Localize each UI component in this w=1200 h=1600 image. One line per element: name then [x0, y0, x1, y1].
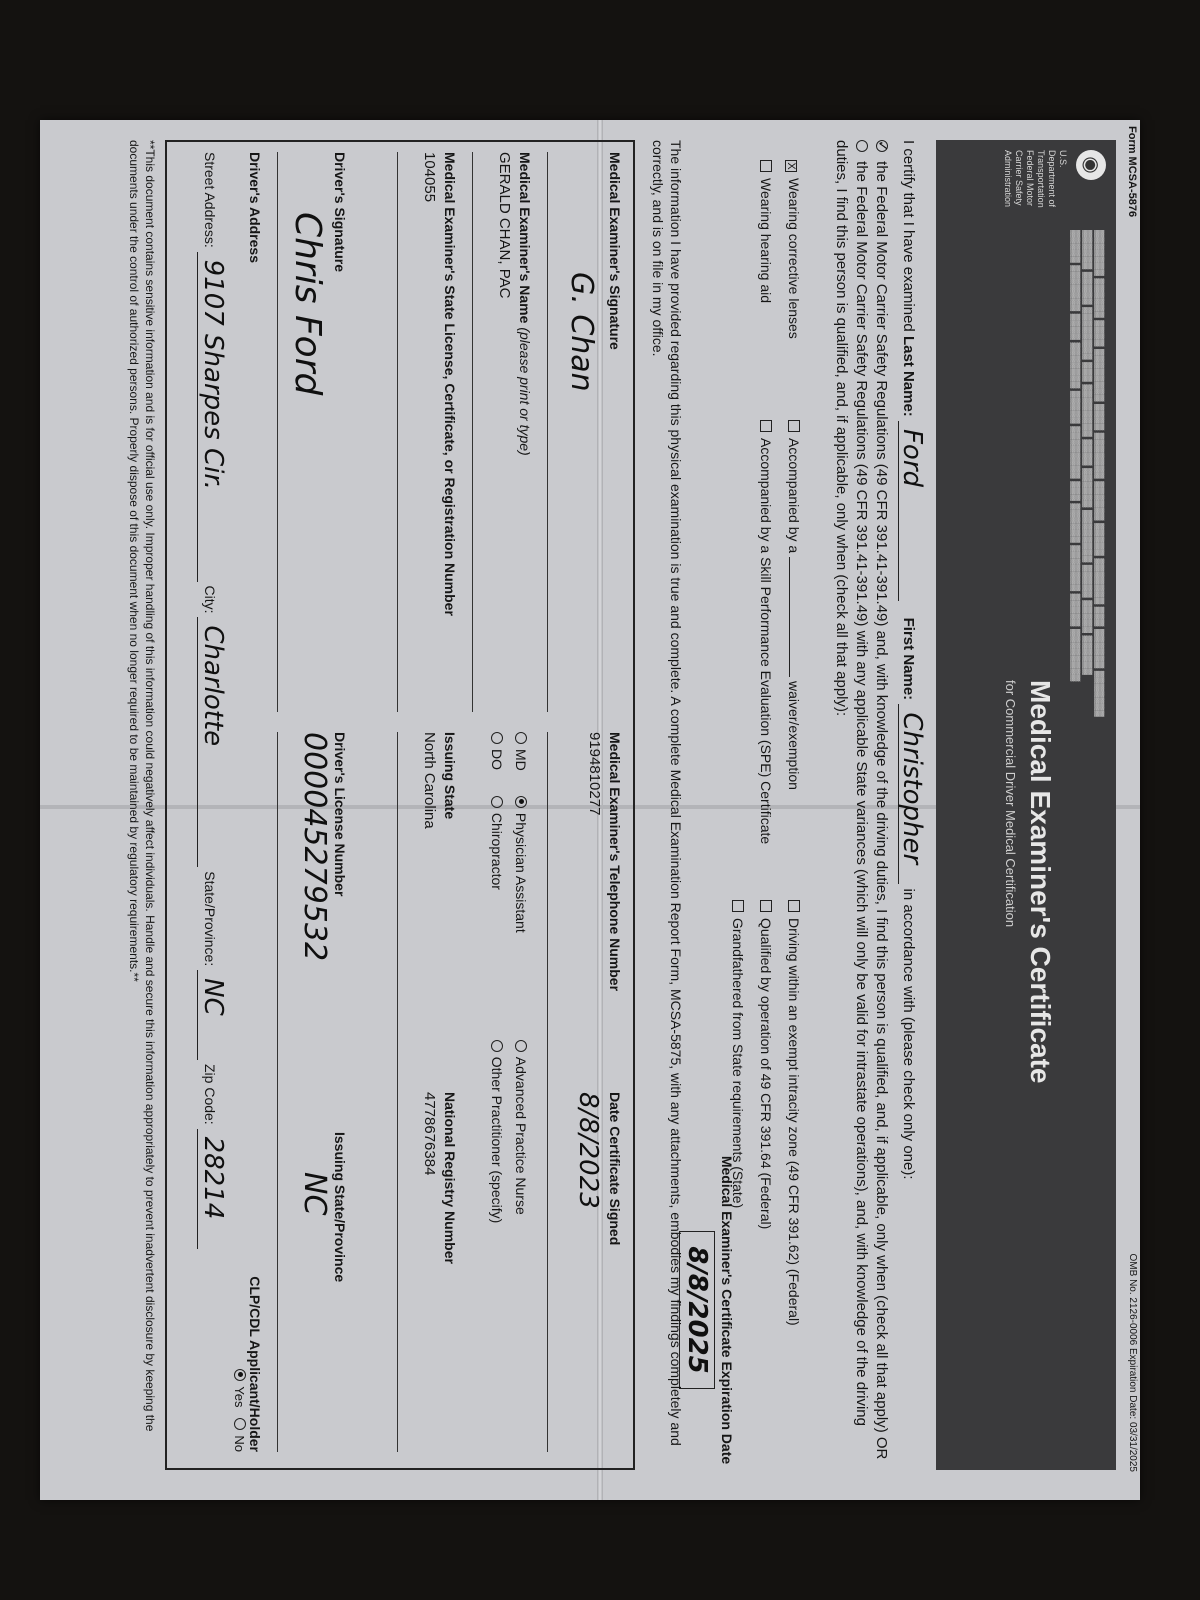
waiver-box[interactable] — [788, 420, 800, 432]
type-apn-radio[interactable] — [515, 1040, 527, 1052]
qualified-operation-check[interactable] — [758, 900, 774, 1229]
driver-issuing-state-field[interactable] — [297, 1132, 348, 1452]
certificate-title: Medical Examiner's Certificate — [1025, 680, 1056, 1084]
examiner-signature: G. Chan — [564, 272, 599, 392]
registry-number: 4778676384 — [421, 1092, 438, 1176]
examiner-license-line — [397, 152, 398, 712]
driver-signature-line — [277, 152, 278, 712]
examiner-telephone-field[interactable] — [586, 732, 623, 1072]
type-pa-radio[interactable] — [515, 796, 527, 808]
date-signed: 8/8/2023 — [573, 1092, 603, 1209]
wearing-lenses-label: Wearing corrective lenses — [786, 178, 802, 339]
examiner-driver-panel — [165, 140, 635, 1470]
attestation-text: The information I have provided regarding this physical examination is true and complete. A complete Medical Examination Report Form, MCSA-5875, with any attachments, embodies my findings completely and correctly, and is on file in my office. — [650, 140, 684, 1446]
examiner-telephone-label: Medical Examiner's Telephone Number — [607, 732, 623, 992]
driver-signature: Chris Ford — [287, 212, 328, 396]
cdl-yes-label: Yes — [232, 1386, 247, 1408]
examiner-type-group — [485, 732, 533, 1452]
examiner-signature-line — [547, 152, 548, 712]
waiver-blank[interactable] — [789, 557, 790, 677]
spe-box[interactable] — [760, 420, 772, 432]
cdl-no[interactable] — [232, 1418, 247, 1452]
zip-label: Zip Code: — [202, 1064, 218, 1125]
qualified-operation-box[interactable] — [760, 900, 772, 912]
option-state[interactable] — [831, 140, 871, 1470]
type-md[interactable] — [509, 732, 533, 792]
type-other-label: Other Practitioner (specify) — [489, 1056, 505, 1224]
last-name-field[interactable]: Ford — [898, 421, 925, 601]
registry-number-field[interactable] — [421, 1092, 458, 1452]
spe-check[interactable] — [758, 420, 774, 844]
examiner-state-field[interactable] — [421, 732, 458, 1072]
certification-block — [831, 140, 925, 1470]
examiner-name: GERALD CHAN, PAC — [496, 152, 513, 299]
dot-logo-icon: ◉ — [1076, 150, 1106, 180]
city-label: City: — [202, 585, 218, 614]
driver-signature-label: Driver's Signature — [332, 152, 348, 273]
type-chiro-label: Chiropractor — [489, 812, 505, 890]
driver-issuing-state: NC — [297, 1172, 332, 1216]
option-federal[interactable] — [871, 140, 891, 1470]
cert-intro: I certify that I have examined — [900, 140, 917, 332]
qualified-operation-label: Qualified by operation of 49 CFR 391.64 (Federal) — [758, 918, 774, 1230]
type-apn[interactable] — [513, 1040, 529, 1215]
agency-name: U.S. Department of Transportation Federal Motor Carrier Safety Administration — [1003, 150, 1068, 208]
option-federal-text: the Federal Motor Carrier Safety Regulations (49 CFR 391.41-391.49) and, with knowledge of the driving duties, I find this person is qualified, and, if applicable, only when (check all that apply) OR — [873, 161, 890, 1460]
examiner-signature-field[interactable] — [564, 152, 623, 712]
type-do-radio[interactable] — [491, 732, 503, 744]
type-apn-label: Advanced Practice Nurse — [513, 1056, 529, 1215]
examiner-license: 104055 — [421, 152, 438, 203]
waiver-check[interactable] — [786, 420, 802, 790]
type-md-radio[interactable] — [515, 732, 527, 744]
cdl-yes-radio[interactable] — [234, 1369, 246, 1381]
waiver-suffix: waiver/exemption — [786, 680, 802, 790]
hearing-aid-check[interactable] — [758, 160, 774, 303]
cdl-no-radio[interactable] — [234, 1418, 246, 1430]
examiner-signature-label: Medical Examiner's Signature — [607, 152, 623, 350]
date-signed-label: Date Certificate Signed — [607, 1092, 623, 1246]
privacy-notice: ▓▓▓▓▓▓▓ ▓▓▓▓▓▓ ▓▓▓▓ ▓▓▓▓▓▓▓▓ ▓▓▓▓ ▓▓▓▓▓▓▓ ▓▓▓▓▓▓ ▓▓▓▓▓ ▓▓▓▓▓▓▓ ▓▓▓ ▓▓▓▓▓▓ ▓▓▓▓▓▓▓ ▓▓▓▓▓▓ ▓▓▓▓▓ ▓▓▓▓▓▓▓▓ ▓▓▓ ▓▓▓▓▓▓▓▓ ▓▓▓▓ ▓▓▓▓▓▓ ▓▓▓▓▓▓▓▓ ▓▓▓▓▓ ▓▓▓▓▓ ▓▓▓▓▓▓ ▓▓▓▓▓ ▓▓▓▓▓▓▓ ▓▓▓▓ ▓▓▓▓▓▓▓ ▓▓▓▓▓ ▓▓▓▓▓▓▓▓ ▓▓▓ ▓▓▓▓▓▓ ▓▓▓▓▓▓▓ ▓▓▓▓▓ ▓▓▓▓▓▓▓▓ — [1071, 230, 1105, 717]
driver-license-line — [277, 732, 278, 1452]
driver-address-row — [197, 152, 228, 1452]
expiration-block — [679, 1150, 735, 1470]
medical-certificate-form — [60, 120, 1140, 1480]
type-chiro[interactable] — [485, 796, 509, 1036]
sensitive-info-footer: **This document contains sensitive information and is for official use only. Improper handling of this information could negatively affect individuals. Handle and secure this information appropriately to prevent inadvertent disclosure by keeping the documents under the control of authorized persons. Properly dispose of this document when no longer required to be maintained by regulatory requirements.** — [127, 140, 157, 1432]
examiner-telephone: 9194810277 — [586, 732, 603, 816]
cdl-yes[interactable] — [232, 1369, 247, 1407]
cdl-no-label: No — [232, 1435, 247, 1452]
examiner-state-label: Issuing State — [442, 732, 458, 820]
type-pa-label: Physician Assistant — [513, 812, 529, 933]
exempt-zone-box[interactable] — [788, 900, 800, 912]
street-field[interactable]: 9107 Sharpes Cir. — [197, 252, 228, 582]
state-registry-line — [397, 732, 398, 1452]
cdl-holder-field — [232, 1202, 263, 1452]
type-do-label: DO — [489, 749, 505, 770]
examiner-state: North Carolina — [421, 732, 438, 829]
street-label: Street Address: — [202, 152, 218, 248]
type-chiro-radio[interactable] — [491, 796, 503, 808]
examiner-name-label: Medical Examiner's Name — [517, 152, 533, 324]
phone-date-line — [547, 732, 548, 1452]
zip-field[interactable]: 28214 — [197, 1129, 228, 1249]
type-do[interactable] — [485, 732, 509, 792]
examiner-name-field[interactable] — [496, 152, 533, 712]
option-state-text: the Federal Motor Carrier Safety Regulations (49 CFR 391.41-391.49) with any applicable State variances (which will only be valid for intrastate operations), and, with knowledge of the driving duties, I find this person is qualified, and, if applicable, only when (check all that apply): — [833, 140, 870, 1426]
driver-license-field[interactable] — [297, 732, 348, 1112]
cdl-holder-label: CLP/CDL Applicant/Holder — [247, 1276, 263, 1452]
registry-number-label: National Registry Number — [442, 1092, 458, 1264]
grandfathered-label: Grandfathered from State requirements (State) — [730, 918, 746, 1209]
examiner-license-label: Medical Examiner's State License, Certificate, or Registration Number — [442, 152, 458, 616]
hearing-aid-label: Wearing hearing aid — [758, 178, 774, 304]
waiver-label: Accompanied by a — [786, 438, 802, 554]
driver-address-heading — [247, 152, 263, 452]
wearing-lenses-box[interactable]: X — [785, 160, 797, 172]
header-banner — [936, 140, 1116, 1470]
expiration-date-field[interactable]: 8/8/2025 — [679, 1231, 715, 1389]
date-signed-field[interactable] — [573, 1092, 623, 1452]
driver-license: 000045279532 — [297, 732, 332, 962]
type-pa[interactable] — [509, 796, 533, 1036]
omb-number: OMB No. 2126-0006 Expiration Date: 03/31/2025 — [1127, 1253, 1138, 1472]
expiration-label: Medical Examiner's Certificate Expiration Date — [719, 1155, 735, 1465]
option-state-radio[interactable] — [856, 140, 868, 152]
option-federal-mark: ✓ — [874, 140, 890, 152]
driver-issuing-state-label: Issuing State/Province — [332, 1132, 348, 1283]
state-field[interactable]: NC — [197, 970, 228, 1060]
grandfathered-box[interactable] — [732, 900, 744, 912]
city-field[interactable]: Charlotte — [197, 617, 228, 867]
first-name-field[interactable]: Christopher — [898, 704, 925, 884]
examiner-license-field[interactable] — [421, 152, 458, 712]
spe-label: Accompanied by a Skill Performance Evaluation (SPE) Certificate — [758, 438, 774, 845]
exempt-zone-check[interactable] — [786, 900, 802, 1326]
option-federal-radio[interactable] — [876, 140, 888, 152]
driver-license-label: Driver's License Number — [332, 732, 348, 897]
form-number: Form MCSA-5876 — [1126, 126, 1138, 218]
type-other[interactable] — [489, 1040, 505, 1224]
certificate-subtitle: for Commercial Driver Medical Certification — [1003, 680, 1018, 928]
driver-signature-field[interactable] — [287, 152, 348, 712]
accordance-text: in accordance with (please check only one): — [900, 888, 917, 1180]
driver-address-label: Driver's Address — [247, 152, 263, 263]
state-label: State/Province: — [202, 871, 218, 967]
last-name-label: Last Name: — [900, 335, 917, 417]
exempt-zone-label: Driving within an exempt intracity zone (49 CFR 391.62) (Federal) — [786, 918, 802, 1326]
first-name-label: First Name: — [900, 617, 917, 701]
hearing-aid-box[interactable] — [760, 160, 772, 172]
wearing-lenses-check[interactable] — [785, 160, 802, 339]
examiner-name-line — [472, 152, 473, 712]
type-other-radio[interactable] — [491, 1040, 503, 1052]
type-md-label: MD — [513, 749, 529, 771]
examiner-name-hint: (please print or type) — [517, 327, 533, 456]
